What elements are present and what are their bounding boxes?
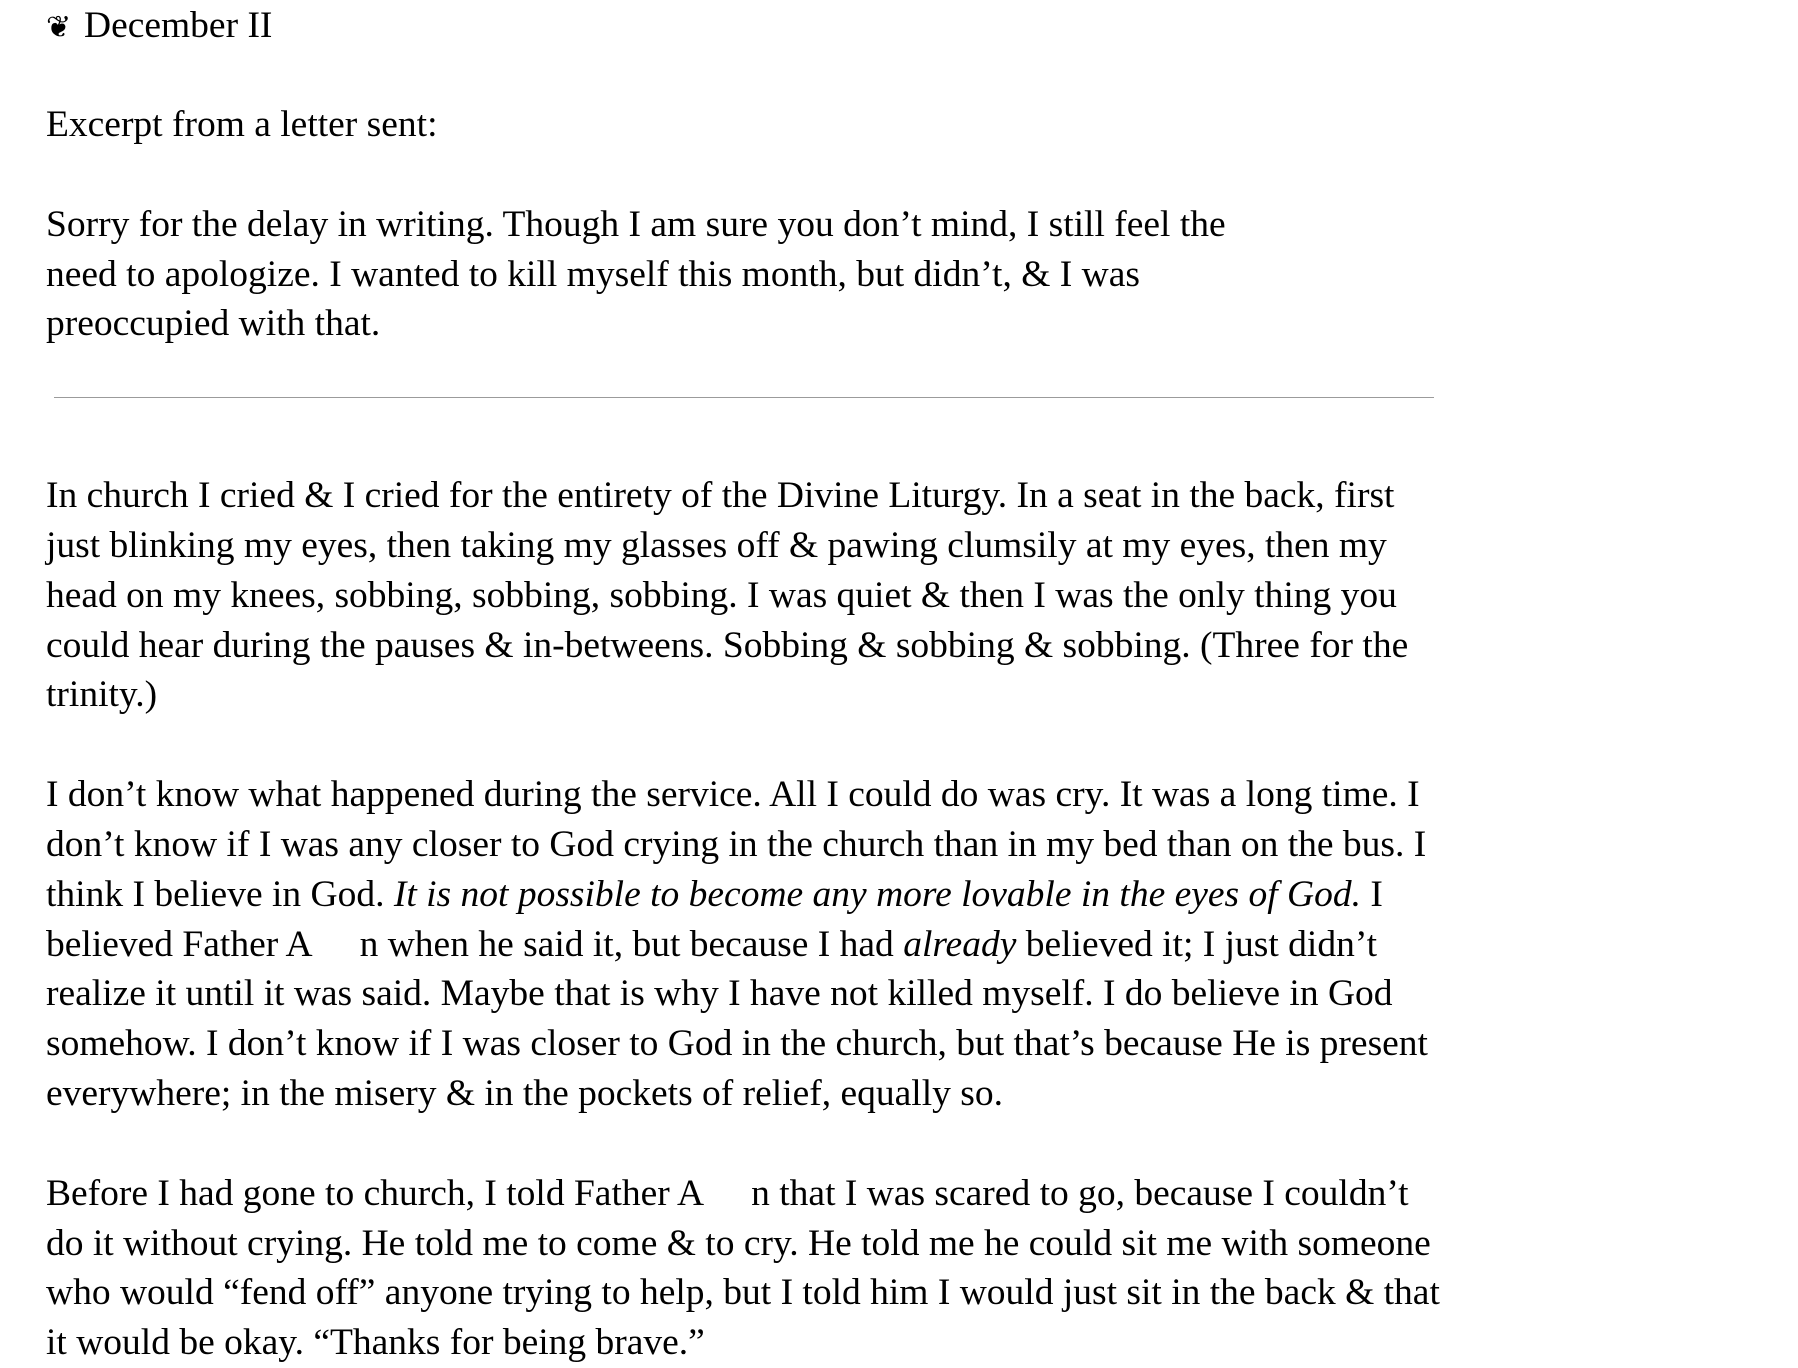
entry-title: December II: [84, 5, 273, 46]
paragraph-text: n when he said it, but because I had: [359, 923, 904, 965]
italic-emphasis: already: [903, 923, 1017, 965]
paragraph-text: believed it; I just didn’t realize it until it was said. Maybe that is why I have not killed myself. I do believe in God somehow. I don’t know if I was closer to God in the church, but that’s because He is present everywhere; in the misery & in the pockets of relief, equally so.: [46, 923, 1428, 1114]
entry-heading: [46, 1, 1798, 51]
paragraph-text: I don’t know what happened during the service. All I could do was cry. It was a long time. I don’t know if I was any closer to God crying in the church than in my bed than on the bus. I think I believe in God.: [46, 774, 1427, 915]
paragraph-text: Before I had gone to church, I told Father A: [46, 1172, 705, 1214]
paragraph-text: I believed Father A: [46, 873, 1383, 965]
letter-excerpt: Sorry for the delay in writing. Though I am sure you don’t mind, I still feel the need to apologize. I wanted to kill myself this month, but didn’t, & I was preoccupied with that.: [46, 203, 1226, 345]
paragraph-church: In church I cried & I cried for the entirety of the Divine Liturgy. In a seat in the back, first just blinking my eyes, then taking my glasses off & pawing clumsily at my eyes, then my head on my knees, sobbing, sobbing, sobbing. I was quiet & then I was the only thing you could hear during the pauses & in-betweens. Sobbing & sobbing & sobbing. (Three for the trinity.): [46, 475, 1409, 716]
fleuron-icon: ❦: [46, 10, 72, 45]
paragraph-before-church: [46, 1169, 1446, 1368]
section-divider: [54, 397, 1434, 398]
italic-quote: It is not possible to become any more lovable in the eyes of God.: [393, 873, 1362, 915]
paragraph-text: n that I was scared to go, because I couldn’t do it without crying. He told me to come & to cry. He told me he could sit me with someone who would “fend off” anyone trying to help, but I told him I would just sit in the back & that it would be okay. “Thanks for being brave.”: [46, 1172, 1440, 1364]
paragraph-service: [46, 770, 1446, 1119]
letter-intro: Excerpt from a letter sent:: [46, 104, 438, 145]
